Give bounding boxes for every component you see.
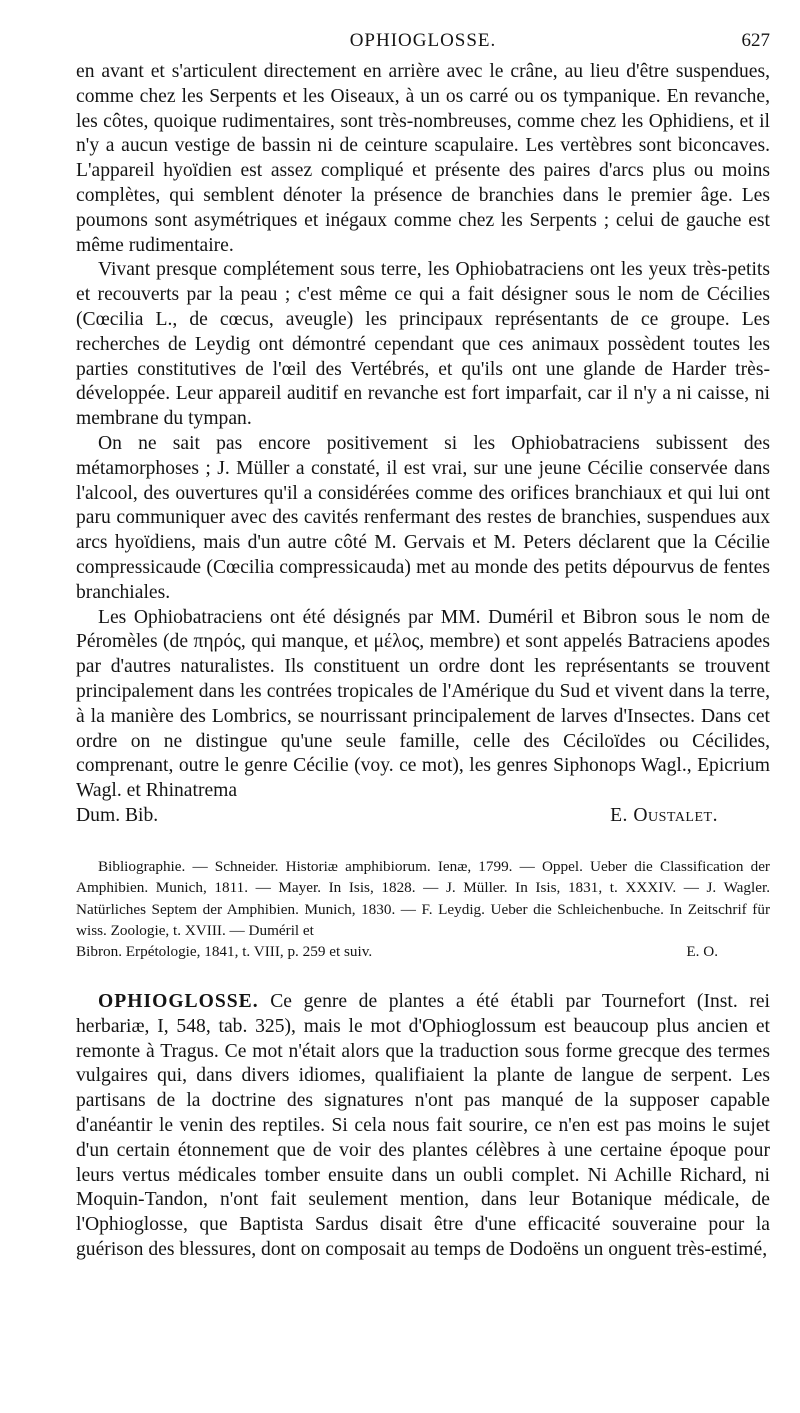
ophioglosse-text: Ce genre de plantes a été établi par Tournefort (Inst. rei herbariæ, I, 548, tab. 325), mais le mot d'Ophioglossum est beaucoup plus ancien et remonte à Tragus. Ce mot n'était alors que la traduction sous forme grecque des termes vulgaires qui, dans divers idiomes, qualifiaient la plante de langue de serpent. Les partisans de la doctrine des signatures n'ont pas manqué de la supposer capable d'anéantir le venin des reptiles. Si cela nous fait sourire, ce n'en est pas moins le sujet d'un certain étonnement que de voir des plantes célèbres à une certaine époque pour leurs vertus médicales tomber ensuite dans un oubli complet. Ni Achille Richard, ni Moquin-Tandon, n'ont fait seulement mention, dans leur Botanique médicale, de l'Ophioglosse, que Baptista Sardus disait être d'une efficacité souveraine pour la guérison des blessures, dont on composait au temps de Dodoëns un onguent très-estimé,	[76, 991, 770, 1260]
headword: OPHIOGLOSSE.	[98, 991, 259, 1012]
article-ophiobatraciens	[76, 60, 770, 829]
author-signature: E. Oustalet.	[610, 804, 718, 826]
bibliography-end-line	[76, 941, 770, 962]
bibliography-last-line: Bibron. Erpétologie, 1841, t. VIII, p. 259 et suiv.	[76, 943, 373, 961]
page-number: 627	[741, 30, 770, 51]
page-title: OPHIOGLOSSE.	[349, 30, 497, 51]
paragraph-ophioglosse	[76, 990, 770, 1263]
bibliography-text: Bibliographie. — Schneider. Historiæ amphibiorum. Ienæ, 1799. — Oppel. Ueber die Classification der Amphibien. Munich, 1811. — Mayer. In Isis, 1828. — J. Müller. In Isis, 1831, t. XXXIV. — J. Wagler. Natürliches Septem der Amphibien. Munich, 1830. — F. Leydig. Ueber die Schleichenbuche. In Zeitschrif für wiss. Zoologie, t. XVIII. — Duméril et	[76, 858, 770, 939]
bibliography	[76, 856, 770, 962]
paragraph-classification: Les Ophiobatraciens ont été désignés par MM. Duméril et Bibron sous le nom de Péromèles (de πηρός, qui manque, et μέλος, membre) et sont appelés Batraciens apodes par d'autres naturalistes. Ils constituent un ordre dont les représentants se trouvent principalement dans les contrées tropicales de l'Amérique du Sud et vivent dans la terre, à la manière des Lombrics, se nourrissant principalement de larves d'Insectes. Dans cet ordre on ne distingue qu'une seule famille, celle des Céciloïdes ou Cécilides, comprenant, outre le genre Cécilie (voy. ce mot), les genres Siphonops Wagl., Epicrium Wagl. et Rhinatrema	[76, 606, 770, 802]
article-end-line	[76, 804, 770, 829]
paragraph-metamorphoses: On ne sait pas encore positivement si les Ophiobatraciens subissent des métamorphoses ; J. Müller a constaté, il est vrai, sur une jeune Cécilie conservée dans l'alcool, des ouvertures qu'il a considérées comme des orifices branchiaux et qui lui ont paru communiquer avec des cavités renfermant des restes de branchies, suspendues aux arcs hyoïdiens, mais d'un autre côté M. Gervais et M. Peters déclarent que la Cécilie compressicaude (Cœcilia compressicauda) met au monde des petits dépourvus de fentes branchiales.	[76, 432, 770, 603]
bibliography-signature: E. O.	[686, 943, 718, 961]
running-head	[76, 30, 770, 54]
paragraph-eyes: Vivant presque complétement sous terre, les Ophiobatraciens ont les yeux très-petits et recouverts par la peau ; c'est même ce qui a fait désigner sous le nom de Cécilies (Cœcilia L., de cœcus, aveugle) les principaux représentants de ce groupe. Les recherches de Leydig ont démontré cependant que ces animaux possèdent toutes les parties constitutives de l'œil des Vertébrés, et qu'ils ont une glande de Harder très-développée. Leur appareil auditif en revanche est fort imparfait, car il n'y a ni caisse, ni membrane du tympan.	[76, 259, 770, 430]
last-line-text: Dum. Bib.	[76, 804, 159, 826]
article-ophioglosse	[76, 990, 770, 1263]
paragraph-anatomy: en avant et s'articulent directement en arrière avec le crâne, au lieu d'être suspendues, comme chez les Serpents et les Oiseaux, à un os carré ou os tympanique. En revanche, les côtes, quoique rudimentaires, sont très-nombreuses, comme chez les Ophidiens, et il n'y a aucun vestige de bassin ni de ceinture scapulaire. Les vertèbres sont biconcaves. L'appareil hyoïdien est assez compliqué et présente des paires d'arcs plus ou moins complètes, qui semblent dénoter la présence de branchies dans le premier âge. Les poumons sont asymétriques et inégaux comme chez les Serpents ; celui de gauche est même rudimentaire.	[76, 61, 770, 256]
